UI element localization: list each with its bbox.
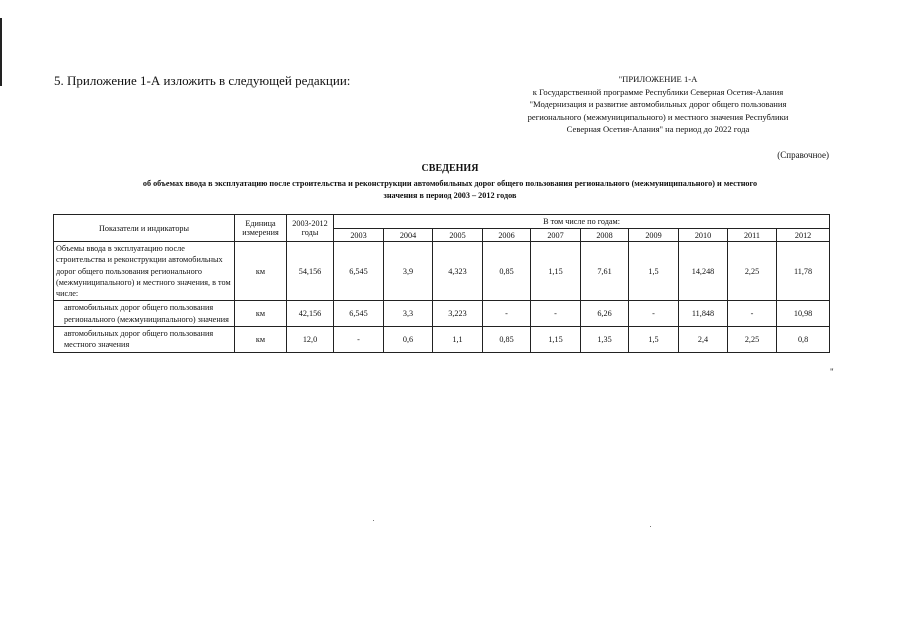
row-value: 2,4 <box>679 327 728 353</box>
row-unit: км <box>235 242 287 301</box>
document-title: СВЕДЕНИЯ <box>421 163 479 174</box>
scan-speck <box>373 520 374 521</box>
row-value: 3,9 <box>384 242 433 301</box>
row-value: 0,85 <box>483 242 531 301</box>
header-year: 2010 <box>679 229 728 242</box>
header-by-year: В том числе по годам: <box>334 215 830 229</box>
row-value: 0,6 <box>384 327 433 353</box>
appendix-header <box>498 73 818 136</box>
row-value: 11,848 <box>679 301 728 327</box>
table-header-row <box>54 215 830 229</box>
row-value: 1,1 <box>433 327 483 353</box>
closing-quote: " <box>830 367 834 377</box>
row-indicator: автомобильных дорог общего пользования регионального (межмуниципального) значения <box>54 301 235 327</box>
header-year: 2005 <box>433 229 483 242</box>
row-value: 2,25 <box>728 242 777 301</box>
row-value: 6,26 <box>581 301 629 327</box>
appendix-line: регионального (межмуниципального) и местного значения Республики <box>527 111 789 122</box>
subtitle-line: об объемах ввода в эксплуатацию после строительства и реконструкции автомобильных дорог общего пользования регионального (межмуниципального) и местного <box>142 179 758 188</box>
header-unit: Единица измерения <box>235 215 287 242</box>
row-value: 4,323 <box>433 242 483 301</box>
scan-edge-mark <box>0 18 2 86</box>
row-value: 14,248 <box>679 242 728 301</box>
row-value: 2,25 <box>728 327 777 353</box>
row-value: - <box>531 301 581 327</box>
row-indicator: автомобильных дорог общего пользования местного значения <box>54 327 235 353</box>
row-value: 10,98 <box>777 301 830 327</box>
row-value: 6,545 <box>334 242 384 301</box>
row-value: 7,61 <box>581 242 629 301</box>
row-indicator: Объемы ввода в эксплуатацию после строительства и реконструкции автомобильных дорог общего пользования регионального (межмуниципального) и местного значения, в том числе: <box>54 242 235 301</box>
row-value: - <box>334 327 384 353</box>
header-total: 2003-2012 годы <box>287 215 334 242</box>
row-value: 1,15 <box>531 327 581 353</box>
row-value: 1,5 <box>629 327 679 353</box>
row-value: 0,85 <box>483 327 531 353</box>
row-value: 1,35 <box>581 327 629 353</box>
appendix-line: к Государственной программе Республики Северная Осетия-Алания <box>532 86 784 97</box>
appendix-label: "ПРИЛОЖЕНИЕ 1-А <box>618 74 698 84</box>
header-year: 2012 <box>777 229 830 242</box>
row-total: 12,0 <box>287 327 334 353</box>
row-value: 3,223 <box>433 301 483 327</box>
header-year: 2009 <box>629 229 679 242</box>
row-value: - <box>483 301 531 327</box>
row-value: 3,3 <box>384 301 433 327</box>
row-value: 1,15 <box>531 242 581 301</box>
header-year: 2011 <box>728 229 777 242</box>
subtitle-line: значения в период 2003 – 2012 годов <box>383 191 517 200</box>
row-value: 6,545 <box>334 301 384 327</box>
document-subtitle <box>60 178 840 202</box>
intro-text: 5. Приложение 1-А изложить в следующей редакции: <box>54 73 351 88</box>
row-value: 1,5 <box>629 242 679 301</box>
header-year: 2008 <box>581 229 629 242</box>
row-total: 42,156 <box>287 301 334 327</box>
appendix-line: Северная Осетия-Алания" на период до 2022 года <box>566 124 750 134</box>
row-value: 11,78 <box>777 242 830 301</box>
scan-speck <box>650 526 651 527</box>
header-year: 2004 <box>384 229 433 242</box>
appendix-line: "Модернизация и развитие автомобильных дорог общего пользования <box>529 99 787 109</box>
table-row <box>54 327 830 353</box>
table-row <box>54 301 830 327</box>
header-year: 2003 <box>334 229 384 242</box>
row-unit: км <box>235 301 287 327</box>
row-total: 54,156 <box>287 242 334 301</box>
row-value: - <box>728 301 777 327</box>
header-indicator: Показатели и индикаторы <box>54 215 235 242</box>
row-value: 0,8 <box>777 327 830 353</box>
reference-note: (Справочное) <box>777 150 829 160</box>
data-table <box>53 214 830 353</box>
header-year: 2007 <box>531 229 581 242</box>
table-row <box>54 242 830 301</box>
header-year: 2006 <box>483 229 531 242</box>
row-unit: км <box>235 327 287 353</box>
row-value: - <box>629 301 679 327</box>
